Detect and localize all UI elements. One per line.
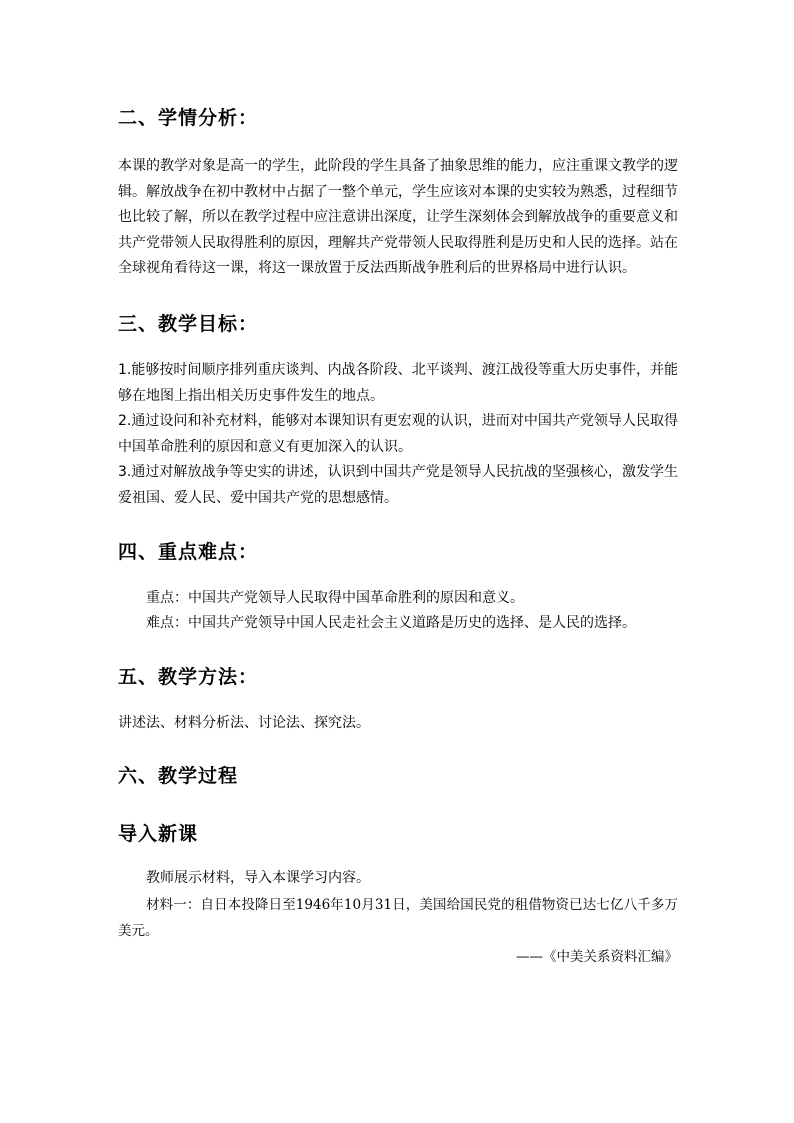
- analysis-body: 本课的教学对象是高一的学生，此阶段的学生具备了抽象思维的能力，应注重课文教学的逻辑。解放战争在初中教材中占据了一整个单元，学生应该对本课的史实较为熟悉，过程细节也比较了解，所以在教学过程中应注意讲出深度，让学生深刻体会到解放战争的重要意义和共产党带领人民取得胜利的原因，理解共产党带领人民取得胜利是历史和人民的选择。站在全球视角看待这一课，将这一课放置于反法西斯战争胜利后的世界格局中进行认识。: [118, 158, 678, 277]
- section-title-process: 六、教学过程: [118, 765, 239, 788]
- material-source: ——《中美关系资料汇编》: [516, 948, 678, 965]
- goal-item-2: 2.通过设问和补充材料，能够对本课知识有更宏观的认识，进而对中国共产党领导人民取得中国革命胜利的原因和意义有更加深入的认识。: [118, 413, 678, 455]
- goal-item-1: 1.能够按时间顺序排列重庆谈判、内战各阶段、北平谈判、渡江战役等重大历史事件，并能够在地图上指出相关历史事件发生的地点。: [118, 361, 678, 404]
- document-content: [118, 104, 678, 970]
- intro-lead: 教师展示材料，导入本课学习内容。: [146, 870, 370, 887]
- material-one: 材料一：自日本投降日至1946年10月31日，美国给国民党的租借物资已达七亿八千多万美元。: [118, 896, 678, 939]
- section-title-goals: 三、教学目标：: [118, 312, 259, 335]
- focus-point: 重点：中国共产党领导人民取得中国革命胜利的原因和意义。: [146, 589, 524, 606]
- section-title-methods: 五、教学方法：: [118, 665, 259, 688]
- goal-item-3: 3.通过对解放战争等史实的讲述，认识到中国共产党是领导人民抗战的坚强核心，激发学生爱祖国、爱人民、爱中国共产党的思想感情。: [118, 464, 678, 506]
- difficulty-point: 难点：中国共产党领导中国人民走社会主义道路是历史的选择、是人民的选择。: [146, 615, 636, 632]
- subsection-title-intro: 导入新课: [118, 823, 199, 846]
- section-title-key-points: 四、重点难点：: [118, 540, 259, 563]
- section-title-analysis: 二、学情分析：: [118, 107, 259, 129]
- methods-body: 讲述法、材料分析法、讨论法、探究法。: [118, 714, 370, 731]
